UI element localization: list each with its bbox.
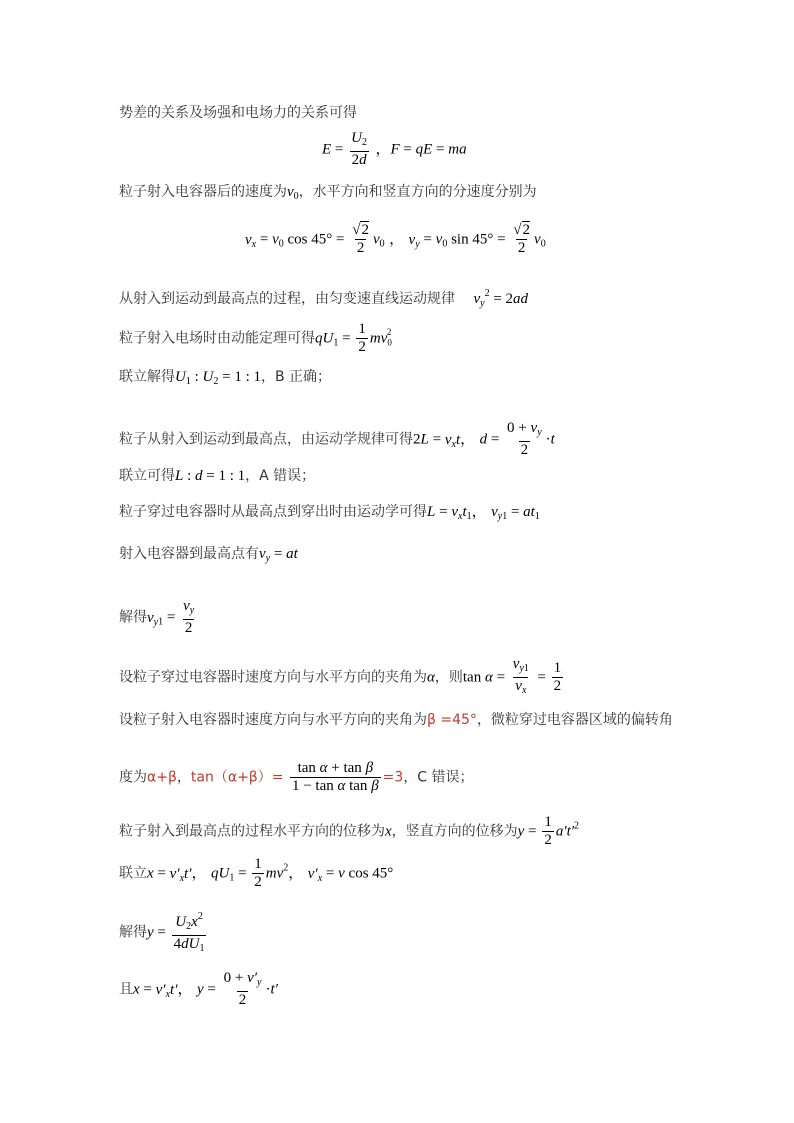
equation-field-force: E = $\frac{U_2}{2d}$ ，F = qE = ma (322, 130, 467, 168)
text-line-6: 粒子从射入到运动到最高点，由运动学规律可得$2L = v_xt$， d = $\frac{0 + v_y}{2}$ ·t (119, 420, 555, 458)
text-line-13b: ， (176, 769, 191, 786)
text-line-4a: 粒子射入电场时由动能定理可得 (119, 330, 315, 347)
text-line-12a: 设粒子射入电容器时速度方向与水平方向的夹角为 (119, 712, 427, 728)
alpha-plus-beta: α+β (147, 769, 177, 786)
text-line-15: 联立$x = v'_xt'$， $qU_1$ = $\frac{1}{2}$ $mv^2$， $v'_x = v$ cos 45° (119, 856, 394, 890)
text-line-14: 粒子射入到最高点的过程水平方向的位移为x，竖直方向的位移为y = $\frac{1}{2}$ $a't'^2$ (119, 814, 580, 848)
text-line-6a: 粒子从射入到运动到最高点，由运动学规律可得 (119, 431, 413, 448)
text-line-5: 联立解得$U_1$ : $U_2 = 1$ : 1，B 正确； (119, 369, 332, 387)
text-line-16a: 解得 (119, 924, 147, 941)
text-line-8: 粒子穿过电容器时从最高点到穿出时由运动学可得$L = v_xt_1$， $v_{y1} = at_1$ (119, 504, 540, 522)
text-line-15a: 联立 (119, 865, 147, 882)
result-three: =3 (382, 769, 404, 786)
text-line-2: 粒子射入电容器后的速度为$v_0$，水平方向和竖直方向的分速度分别为 (119, 184, 537, 202)
text-line-2a: 粒子射入电容器后的速度为 (119, 184, 287, 200)
text-line-4: 粒子射入电场时由动能定理可得$qU_1$ = $\frac{1}{2}$ $mv_0^2$ (119, 321, 392, 355)
text-line-12b: ，微粒穿过电容器区域的偏转角 (476, 712, 673, 728)
text-line-12 (119, 710, 673, 730)
text-line-2b: ，水平方向和竖直方向的分速度分别为 (298, 184, 537, 200)
text-line-11a: 设粒子穿过电容器时速度方向与水平方向的夹角为 (119, 669, 427, 686)
beta-angle: β =45° (427, 712, 477, 728)
text-line-13: 度为α+β，tan（α+β）= $\frac{\text{tan α + tan β}}{\text{1 − tan α tan β}}$ =3，C 错误； (119, 760, 474, 794)
text-line-7: 联立可得L : d = 1 : 1，A 错误； (119, 468, 316, 484)
text-line-17a: 且 (119, 981, 133, 998)
text-line-7b: ，A 错误； (245, 468, 316, 484)
text-line-16: 解得y = $\frac{U_2x^2}{4dU_1}$ (119, 908, 208, 957)
text-line-13a: 度为 (119, 769, 147, 786)
text-line-10: 解得$v_{y1}$ = $\frac{v_y}{2}$ (119, 598, 195, 636)
text-line-8a: 粒子穿过电容器时从最高点到穿出时由运动学可得 (119, 504, 427, 520)
tan-alpha-beta: tan（α+β）= (190, 769, 284, 786)
text-line-9a: 射入电容器到最高点有 (119, 546, 259, 562)
text-line-14b: ，竖直方向的位移为 (391, 823, 518, 840)
text-line-17: 且$x = v'_xt'$， y = $\frac{0 + v'_y}{2}$ ·t′ (119, 970, 278, 1008)
text-line-14a: 粒子射入到最高点的过程水平方向的位移为 (119, 823, 385, 840)
text-line-3a: 从射入到运动到最高点的过程，由匀变速直线运动规律 (119, 291, 455, 307)
equation-velocity-components: $v_x = v_0$ cos 45° = $\frac{√2}{2}$ $v_0$ ， $v_y = v_0$ sin 45° = $\frac{√2}{2}$ $v_0$ (245, 222, 546, 256)
text-line-10a: 解得 (119, 609, 147, 626)
text-line-7a: 联立可得 (119, 468, 175, 484)
text-line-5b: ，B 正确； (261, 369, 332, 385)
text-line-11: 设粒子穿过电容器时速度方向与水平方向的夹角为α，则tan α = $\frac{v_{y1}}{v_x}$ = $\frac{1}{2}$ (119, 656, 565, 699)
text-line-5a: 联立解得 (119, 369, 175, 385)
text-line-9: 射入电容器到最高点有$v_y$ = at (119, 546, 298, 564)
text-line-13c: ，C 错误； (403, 769, 474, 786)
text-line-3: 从射入到运动到最高点的过程，由匀变速直线运动规律 $v_y^2 = 2ad$ (119, 288, 529, 309)
text-line-11b: ，则 (434, 669, 463, 686)
text-line-1: 势差的关系及场强和电场力的关系可得 (119, 105, 357, 121)
